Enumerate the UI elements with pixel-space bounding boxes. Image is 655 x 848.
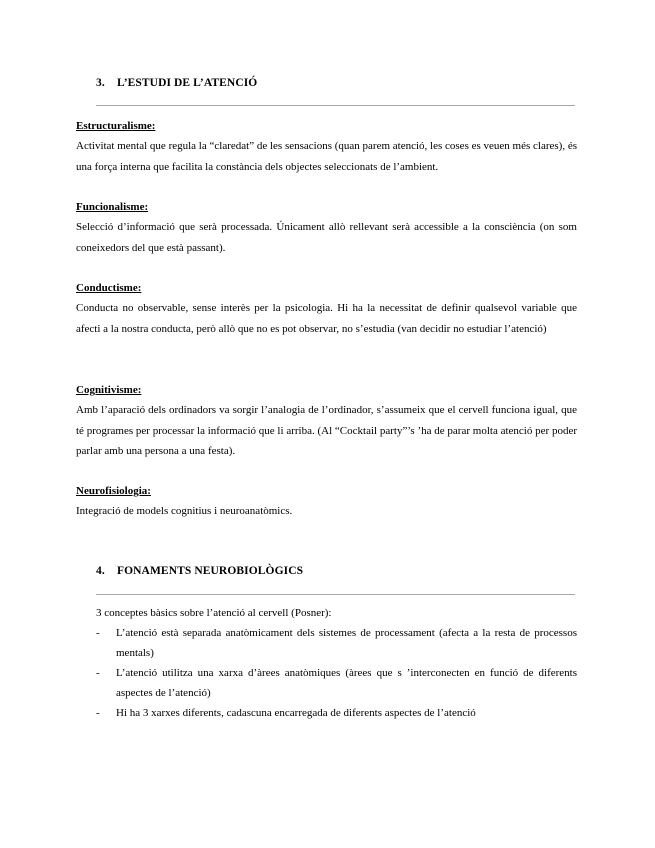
entry-term: Neurofisiologia: (76, 485, 151, 497)
bullet-marker: - (96, 707, 100, 719)
entry-term: Funcionalisme: (76, 201, 149, 213)
entry-text: Integració de models cognitius i neuroanatòmics. (76, 505, 293, 517)
entry-estructuralisme (76, 116, 577, 177)
section-4-intro: 3 conceptes bàsics sobre l’atenció al cervell (Posner): (96, 607, 332, 619)
entry-term: Conductisme: (76, 282, 142, 294)
section-3-title: L’ESTUDI DE L’ATENCIÓ (116, 77, 258, 89)
list-item (96, 703, 577, 723)
bullet-list (96, 623, 577, 723)
list-item (96, 663, 577, 703)
entry-term: Estructuralisme: (76, 120, 156, 132)
list-item (96, 623, 577, 663)
section-3-heading (96, 77, 257, 89)
entry-text: Conducta no observable, sense interès per la psicologia. Hi ha la necessitat de definir qualsevol variable que afecti a la nostra conducta, però allò que no es pot observar, no s’estudia (van decidir no estudiar l’atenció) (76, 302, 577, 335)
section-3-number: 3. (96, 77, 105, 89)
entry-conductisme (76, 278, 577, 339)
bullet-text: L’atenció està separada anatòmicament dels sistemes de processament (afecta a la resta de processos mentals) (116, 627, 577, 659)
bullet-text: Hi ha 3 xarxes diferents, cadascuna encarregada de diferents aspectes de l’atenció (116, 707, 476, 719)
section-3-divider (96, 105, 575, 106)
bullet-marker: - (96, 627, 100, 639)
section-4-title: FONAMENTS NEUROBIOLÒGICS (116, 565, 304, 577)
entry-text: Amb l’aparació dels ordinadors va sorgir l’analogia de l’ordinador, s’assumeix que el cervell funciona igual, que té programes per processar la informació que li arriba. (Al “Cocktail party”’s ’ha de parar molta atenció per poder parlar amb una persona a una festa). (76, 404, 577, 457)
section-4-heading (96, 565, 303, 577)
entry-term: Cognitivisme: (76, 384, 142, 396)
section-4-divider (96, 594, 575, 595)
entry-text: Activitat mental que regula la “claredat” de les sensacions (quan parem atenció, les coses es veuen més clares), és una força interna que facilita la constància dels objectes seleccionats de l’ambient. (76, 140, 577, 173)
entry-text: Selecció d’informació que serà processada. Únicament allò rellevant serà accessible a la consciència (on som coneixedors del que està passant). (76, 221, 577, 254)
entry-funcionalisme (76, 197, 577, 258)
section-4-number: 4. (96, 565, 105, 577)
bullet-marker: - (96, 667, 100, 679)
bullet-text: L’atenció utilitza una xarxa d’àrees anatòmiques (àrees que s ’interconecten en funció de diferents aspectes de l’atenció) (116, 667, 577, 699)
entry-cognitivisme (76, 380, 577, 462)
entry-neurofisiologia (76, 481, 577, 522)
